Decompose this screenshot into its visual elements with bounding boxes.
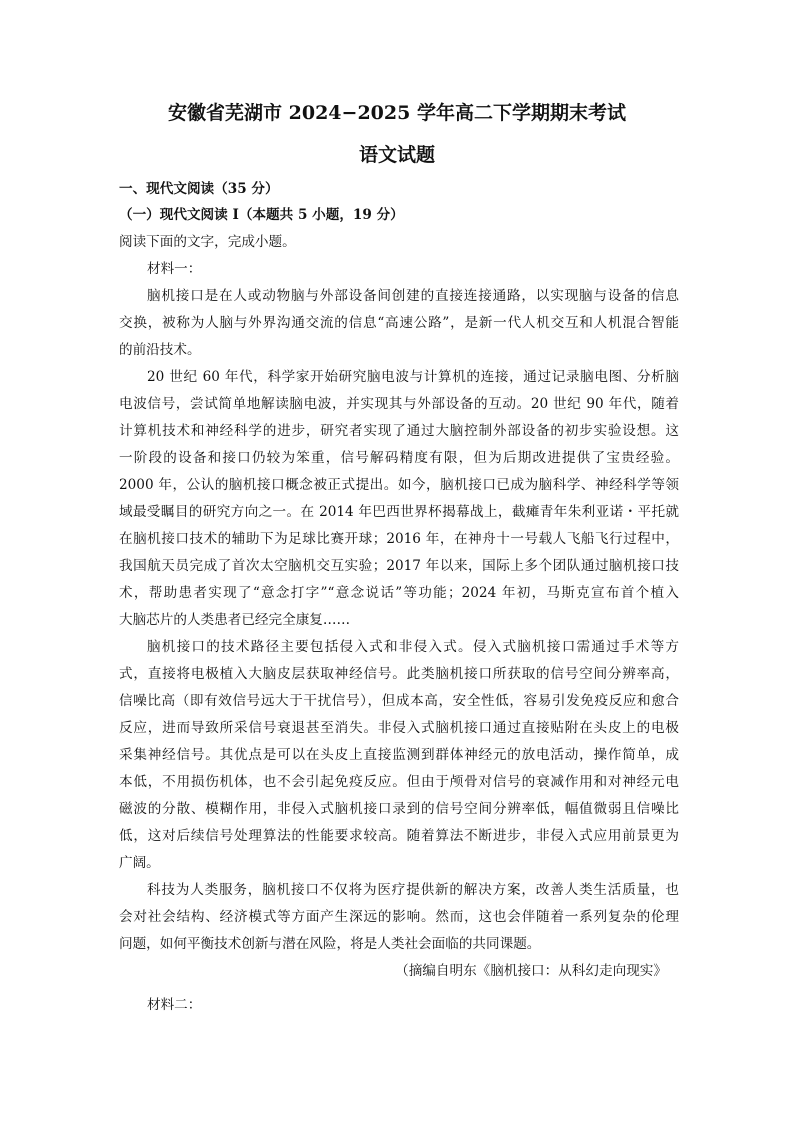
instruction-text: 阅读下面的文字，完成小题。 xyxy=(119,234,296,250)
paragraph-line: 一阶段的设备和接口仍较为笨重，信号解码精度有限，但为后期改进提供了宝贵经验。 xyxy=(119,450,679,466)
paragraph-line: 术，帮助患者实现了“意念打字”“意念说话”等功能；2024 年初，马斯克宣布首个植入 xyxy=(119,585,679,601)
source-citation: （摘编自明东《脑机接口：从科幻走向现实》 xyxy=(395,963,667,979)
paragraph-line: 磁波的分散、模糊作用，非侵入式脑机接口录到的信号空间分辨率低，幅值微弱且信噪比 xyxy=(119,801,679,817)
paragraph-line: 交换，被称为人脑与外界沟通交流的信息“高速公路”，是新一代人机交互和人机混合智能 xyxy=(119,315,679,331)
paragraph-line: 会对社会结构、经济模式等方面产生深远的影响。然而，这也会伴随着一系列复杂的伦理 xyxy=(119,909,679,925)
paragraph-line: 域最受瞩目的研究方向之一。在 2014 年巴西世界杯揭幕战上，截瘫青年朱利亚诺・平托就 xyxy=(119,504,679,520)
paragraph-line: 低，这对后续信号处理算法的性能要求较高。随着算法不断进步，非侵入式应用前景更为 xyxy=(119,828,679,844)
paragraph-line: 在脑机接口技术的辅助下为足球比赛开球；2016 年，在神舟十一号载人飞船飞行过程中， xyxy=(119,531,679,547)
paragraph-line: 大脑芯片的人类患者已经完全康复…… xyxy=(119,612,351,628)
subsection-heading: （一）现代文阅读 I（本题共 5 小题，19 分） xyxy=(119,207,404,223)
paragraph-line: 2000 年，公认的脑机接口概念被正式提出。如今，脑机接口已成为脑科学、神经科学等领 xyxy=(119,477,679,493)
paragraph-line: 的前沿技术。 xyxy=(119,342,201,358)
paragraph-line: 我国航天员完成了首次太空脑机交互实验；2017 年以来，国际上多个团队通过脑机接口技 xyxy=(119,558,679,574)
paragraph-line: 问题，如何平衡技术创新与潜在风险，将是人类社会面临的共同课题。 xyxy=(119,936,541,952)
paragraph-line: 计算机技术和神经科学的进步，研究者实现了通过大脑控制外部设备的初步实验设想。这 xyxy=(119,423,679,439)
paragraph-line: 反应，进而导致所采信号衰退甚至消失。非侵入式脑机接口通过直接贴附在头皮上的电极 xyxy=(119,720,679,736)
exam-subtitle: 语文试题 xyxy=(358,144,435,166)
paragraph-line: 广阔。 xyxy=(119,855,160,871)
material-one-label: 材料一： xyxy=(147,261,202,277)
paragraph-line: 电波信号，尝试简单地解读脑电波，并实现其与外部设备的互动。20 世纪 90 年代，随着 xyxy=(119,396,679,412)
paragraph-line: 脑机接口是在人或动物脑与外部设备间创建的直接连接通路，以实现脑与设备的信息 xyxy=(147,288,679,304)
paragraph-line: 脑机接口的技术路径主要包括侵入式和非侵入式。侵入式脑机接口需通过手术等方 xyxy=(147,639,679,655)
exam-title: 安徽省芜湖市 2024−2025 学年高二下学期期末考试 xyxy=(168,102,626,124)
material-two-label: 材料二： xyxy=(147,997,202,1013)
section-heading: 一、现代文阅读（35 分） xyxy=(119,181,279,197)
paragraph-line: 式，直接将电极植入大脑皮层获取神经信号。此类脑机接口所获取的信号空间分辨率高， xyxy=(119,666,679,682)
paragraph-line: 采集神经信号。其优点是可以在头皮上直接监测到群体神经元的放电活动，操作简单，成 xyxy=(119,747,679,763)
paragraph-line: 20 世纪 60 年代，科学家开始研究脑电波与计算机的连接，通过记录脑电图、分析脑 xyxy=(147,369,679,385)
paragraph-line: 信噪比高（即有效信号远大于干扰信号），但成本高，安全性低，容易引发免疫反应和愈合 xyxy=(119,693,679,709)
paragraph-line: 科技为人类服务，脑机接口不仅将为医疗提供新的解决方案，改善人类生活质量，也 xyxy=(147,882,679,898)
paragraph-line: 本低，不用损伤机体，也不会引起免疫反应。但由于颅骨对信号的衰减作用和对神经元电 xyxy=(119,774,679,790)
